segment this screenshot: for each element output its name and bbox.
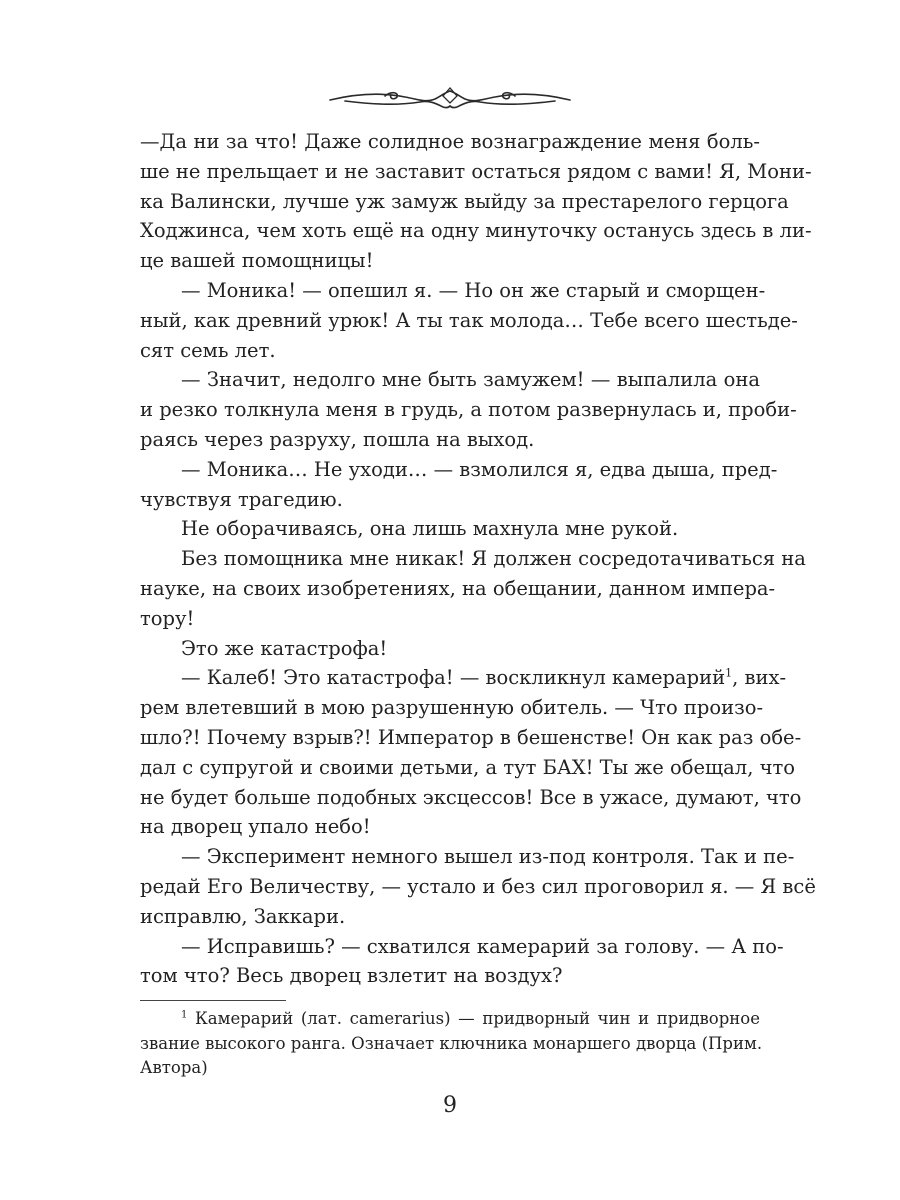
text-line: науке, на своих изобретениях, на обещании, данном импера- bbox=[140, 576, 776, 600]
text-line: не будет больше подобных эксцессов! Все в ужасе, думают, что bbox=[140, 785, 802, 809]
text-line: редай Его Величеству, — устало и без сил проговорил я. — Я всё bbox=[140, 874, 816, 898]
text-line: Ходжинса, чем хоть ещё на одну минуточку останусь здесь в ли- bbox=[140, 219, 812, 243]
text-line: раясь через разруху, пошла на выход. bbox=[140, 427, 535, 451]
text-line: шло?! Почему взрыв?! Император в бешенстве! Он как раз обе- bbox=[140, 725, 802, 749]
footnote-divider bbox=[140, 1000, 286, 1001]
footnote-line: звание высокого ранга. Означает ключника монаршего дворца (Прим. bbox=[140, 1033, 763, 1053]
footnote-reference[interactable]: 1 bbox=[725, 666, 733, 680]
text-line: — Исправишь? — схватился камерарий за голову. — А по- bbox=[181, 934, 784, 958]
text-line: и резко толкнула меня в грудь, а потом развернулась и, проби- bbox=[140, 398, 797, 422]
text-line: чувствуя трагедию. bbox=[140, 487, 343, 511]
text-segment: , bbox=[732, 666, 739, 690]
text-line: — Моника! — опешил я. — Но он же старый и сморщен- bbox=[181, 278, 766, 302]
text-line: рем влетевший в мою разрушенную обитель. — Что произо- bbox=[140, 696, 764, 720]
text-segment: вих- bbox=[744, 666, 787, 690]
text-line: Это же катастрофа! bbox=[181, 636, 388, 660]
text-line: — Моника… Не уходи… — взмолился я, едва дыша, пред- bbox=[181, 457, 778, 481]
footnote bbox=[140, 1007, 763, 1081]
footnote-line bbox=[140, 1007, 760, 1032]
text-line: Не оборачиваясь, она лишь махнула мне рукой. bbox=[181, 517, 679, 541]
text-line: Без помощника мне никак! Я должен сосредотачиваться на bbox=[181, 547, 806, 571]
footnote-line: Автора) bbox=[140, 1058, 208, 1077]
text-line: сят семь лет. bbox=[140, 338, 276, 362]
text-segment: — Калеб! Это катастрофа! — воскликнул камерарий bbox=[181, 666, 726, 690]
text-line: —Да ни за что! Даже солидное вознаграждение меня боль- bbox=[140, 130, 760, 153]
flourish-divider-icon bbox=[325, 84, 575, 112]
main-text bbox=[140, 127, 816, 991]
text-line: том что? Весь дворец взлетит на воздух? bbox=[140, 964, 563, 988]
text-line: — Значит, недолго мне быть замужем! — выпалила она bbox=[181, 368, 760, 392]
text-line: ный, как древний урюк! А ты так молода… Тебе всего шестьде- bbox=[140, 308, 798, 332]
footnote-text: Камерарий (лат. camerarius) — придворный чин и придворное bbox=[195, 1009, 760, 1028]
text-line: ка Валински, лучше уж замуж выйду за престарелого герцога bbox=[140, 189, 789, 213]
text-line: — Эксперимент немного вышел из-под контроля. Так и пе- bbox=[181, 845, 795, 869]
text-line: це вашей помощницы! bbox=[140, 249, 374, 273]
text-line bbox=[140, 663, 787, 693]
text-line: тору! bbox=[140, 606, 195, 630]
text-line: исправлю, Заккари. bbox=[140, 904, 346, 928]
text-line: дал с супругой и своими детьми, а тут БАХ! Ты же обещал, что bbox=[140, 755, 796, 779]
footnote-mark: 1 bbox=[181, 1009, 188, 1021]
page-number: 9 bbox=[443, 1093, 457, 1118]
text-line: ше не прельщает и не заставит остаться рядом с вами! Я, Мони- bbox=[140, 159, 812, 183]
text-line: на дворец упало небо! bbox=[140, 815, 371, 839]
